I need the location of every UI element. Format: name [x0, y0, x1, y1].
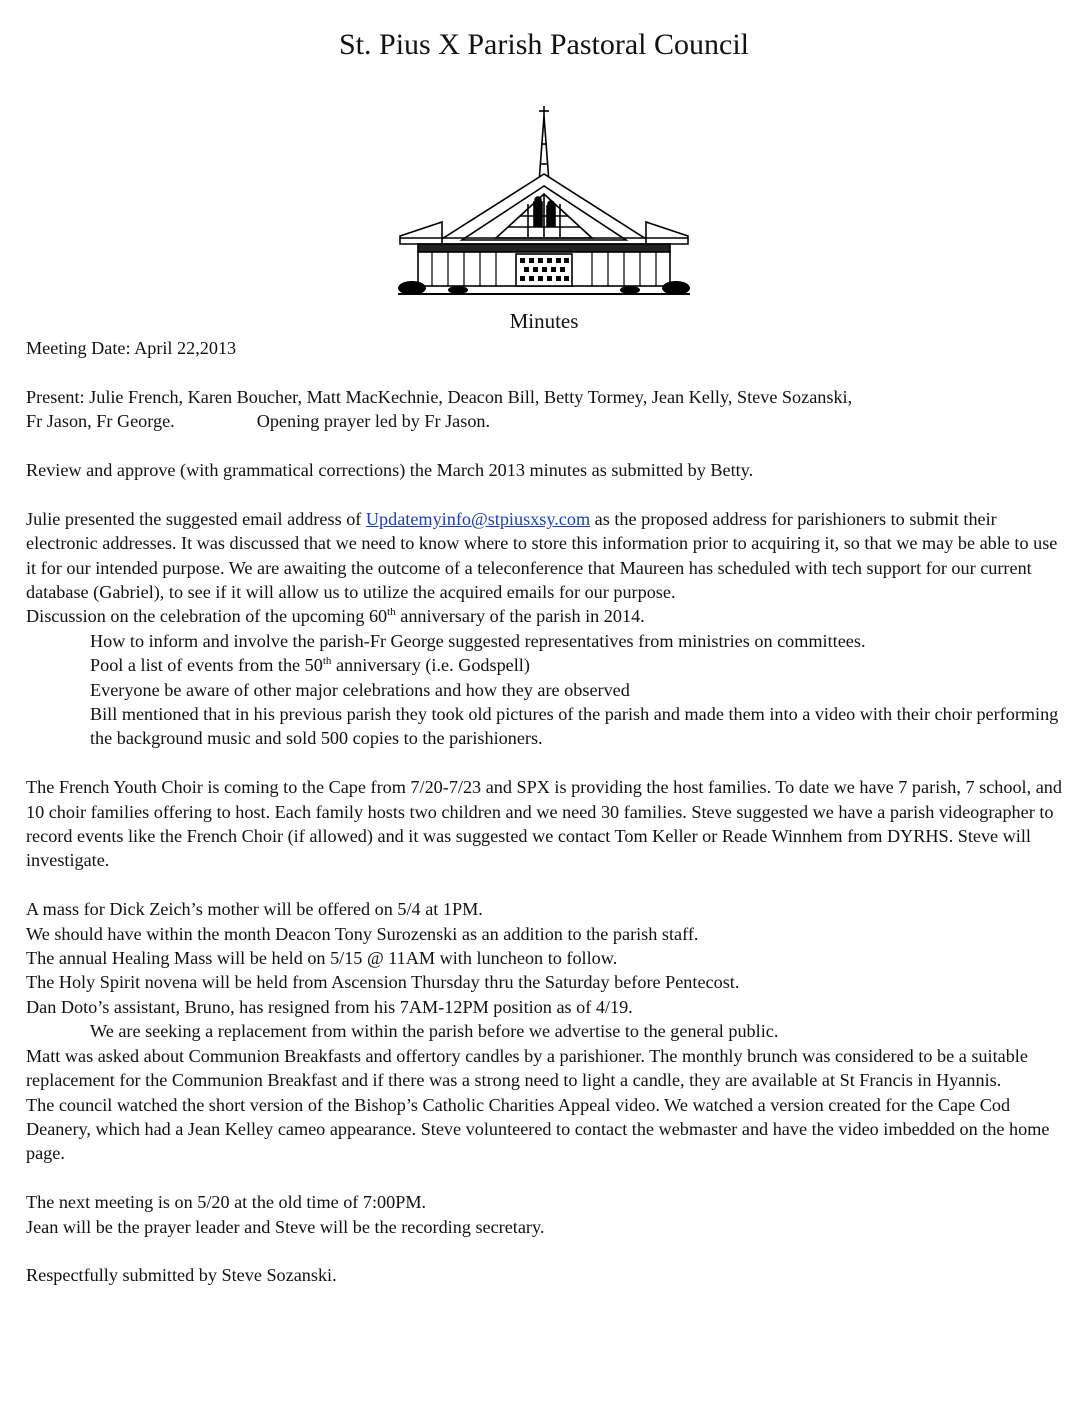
attendees-clergy: Fr Jason, Fr George.	[26, 411, 175, 432]
anniversary-intro: Discussion on the celebration of the upcoming 60th anniversary of the parish in 2014.	[26, 606, 645, 627]
anniversary-point: Bill mentioned that in his previous parish they took old pictures of the parish and made them into a video with their choir performing the background music and sold 500 copies to the parishioners.	[90, 704, 1059, 749]
announcement-item: The Holy Spirit novena will be held from Ascension Thursday thru the Saturday before Pentecost.	[26, 972, 740, 993]
document-title: St. Pius X Parish Pastoral Council	[338, 28, 750, 61]
announcement-item: Matt was asked about Communion Breakfasts and offertory candles by a parishioner. The monthly brunch was considered to be a suitable replacement for the Communion Breakfast and if there was a strong need to light a candle, they are available at St Francis in Hyannis.	[26, 1045, 1028, 1091]
minutes-heading: Minutes	[509, 309, 579, 333]
signoff: Respectfully submitted by Steve Sozanski.	[26, 1265, 337, 1286]
meeting-date: Meeting Date: April 22,2013	[26, 338, 237, 358]
email-discussion: Julie presented the suggested email address of Updatemyinfo@stpiusxsy.com as the proposed address for parishioners to submit their electronic addresses. It was discussed that we need to know where to store this information prior to acquiring it, so that we may be able to use it for our intended purpose. We are awaiting the outcome of a teleconference that Maureen has scheduled with tech support for our current database (Gabriel), to see if it will allow us to utilize the acquired emails for our purpose.	[26, 508, 1058, 603]
church-building-icon	[398, 104, 690, 300]
announcement-item: The annual Healing Mass will be held on 5/15 @ 11AM with luncheon to follow.	[26, 948, 618, 969]
announcement-item: We are seeking a replacement from within the parish before we advertise to the general public.	[90, 1021, 779, 1042]
email-address-link[interactable]: Updatemyinfo@stpiusxsy.com	[365, 508, 591, 529]
announcement-item: A mass for Dick Zeich’s mother will be offered on 5/4 at 1PM.	[26, 899, 483, 920]
anniversary-point: How to inform and involve the parish-Fr George suggested representatives from ministries on committees.	[90, 630, 866, 651]
next-meeting: The next meeting is on 5/20 at the old time of 7:00PM.	[26, 1192, 427, 1213]
anniversary-point: Pool a list of events from the 50th anniversary (i.e. Godspell)	[90, 655, 530, 676]
review-minutes: Review and approve (with grammatical corrections) the March 2013 minutes as submitted by Betty.	[26, 460, 754, 480]
announcement-item: Dan Doto’s assistant, Bruno, has resigned from his 7AM-12PM position as of 4/19.	[26, 996, 633, 1017]
attendees-line-continued	[26, 409, 1066, 433]
youth-choir-item: The French Youth Choir is coming to the Cape from 7/20-7/23 and SPX is providing the host families. To date we have 7 parish, 7 school, and 10 choir families offering to host. Each family hosts two children and we need 30 families. Steve suggested we have a parish videographer to record events like the French Choir (if allowed) and it was suggested we contact Tom Keller or Reade Winnhem from DYRHS. Steve will investigate.	[26, 777, 1062, 871]
opening-prayer: Opening prayer led by Fr Jason.	[256, 411, 491, 432]
attendees-line: Present: Julie French, Karen Boucher, Matt MacKechnie, Deacon Bill, Betty Tormey, Jean Kelly, Steve Sozanski,	[26, 386, 853, 407]
minutes-body	[26, 336, 1066, 1288]
anniversary-point: Everyone be aware of other major celebrations and how they are observed	[90, 679, 630, 700]
announcement-item: The council watched the short version of the Bishop’s Catholic Charities Appeal video. We watched a version created for the Cape Cod Deanery, which had a Jean Kelley cameo appearance. Steve volunteered to contact the webmaster and have the video imbedded on the home page.	[26, 1094, 1050, 1164]
announcement-item: We should have within the month Deacon Tony Surozenski as an addition to the parish staff.	[26, 923, 699, 944]
next-meeting-roles: Jean will be the prayer leader and Steve will be the recording secretary.	[26, 1216, 545, 1237]
